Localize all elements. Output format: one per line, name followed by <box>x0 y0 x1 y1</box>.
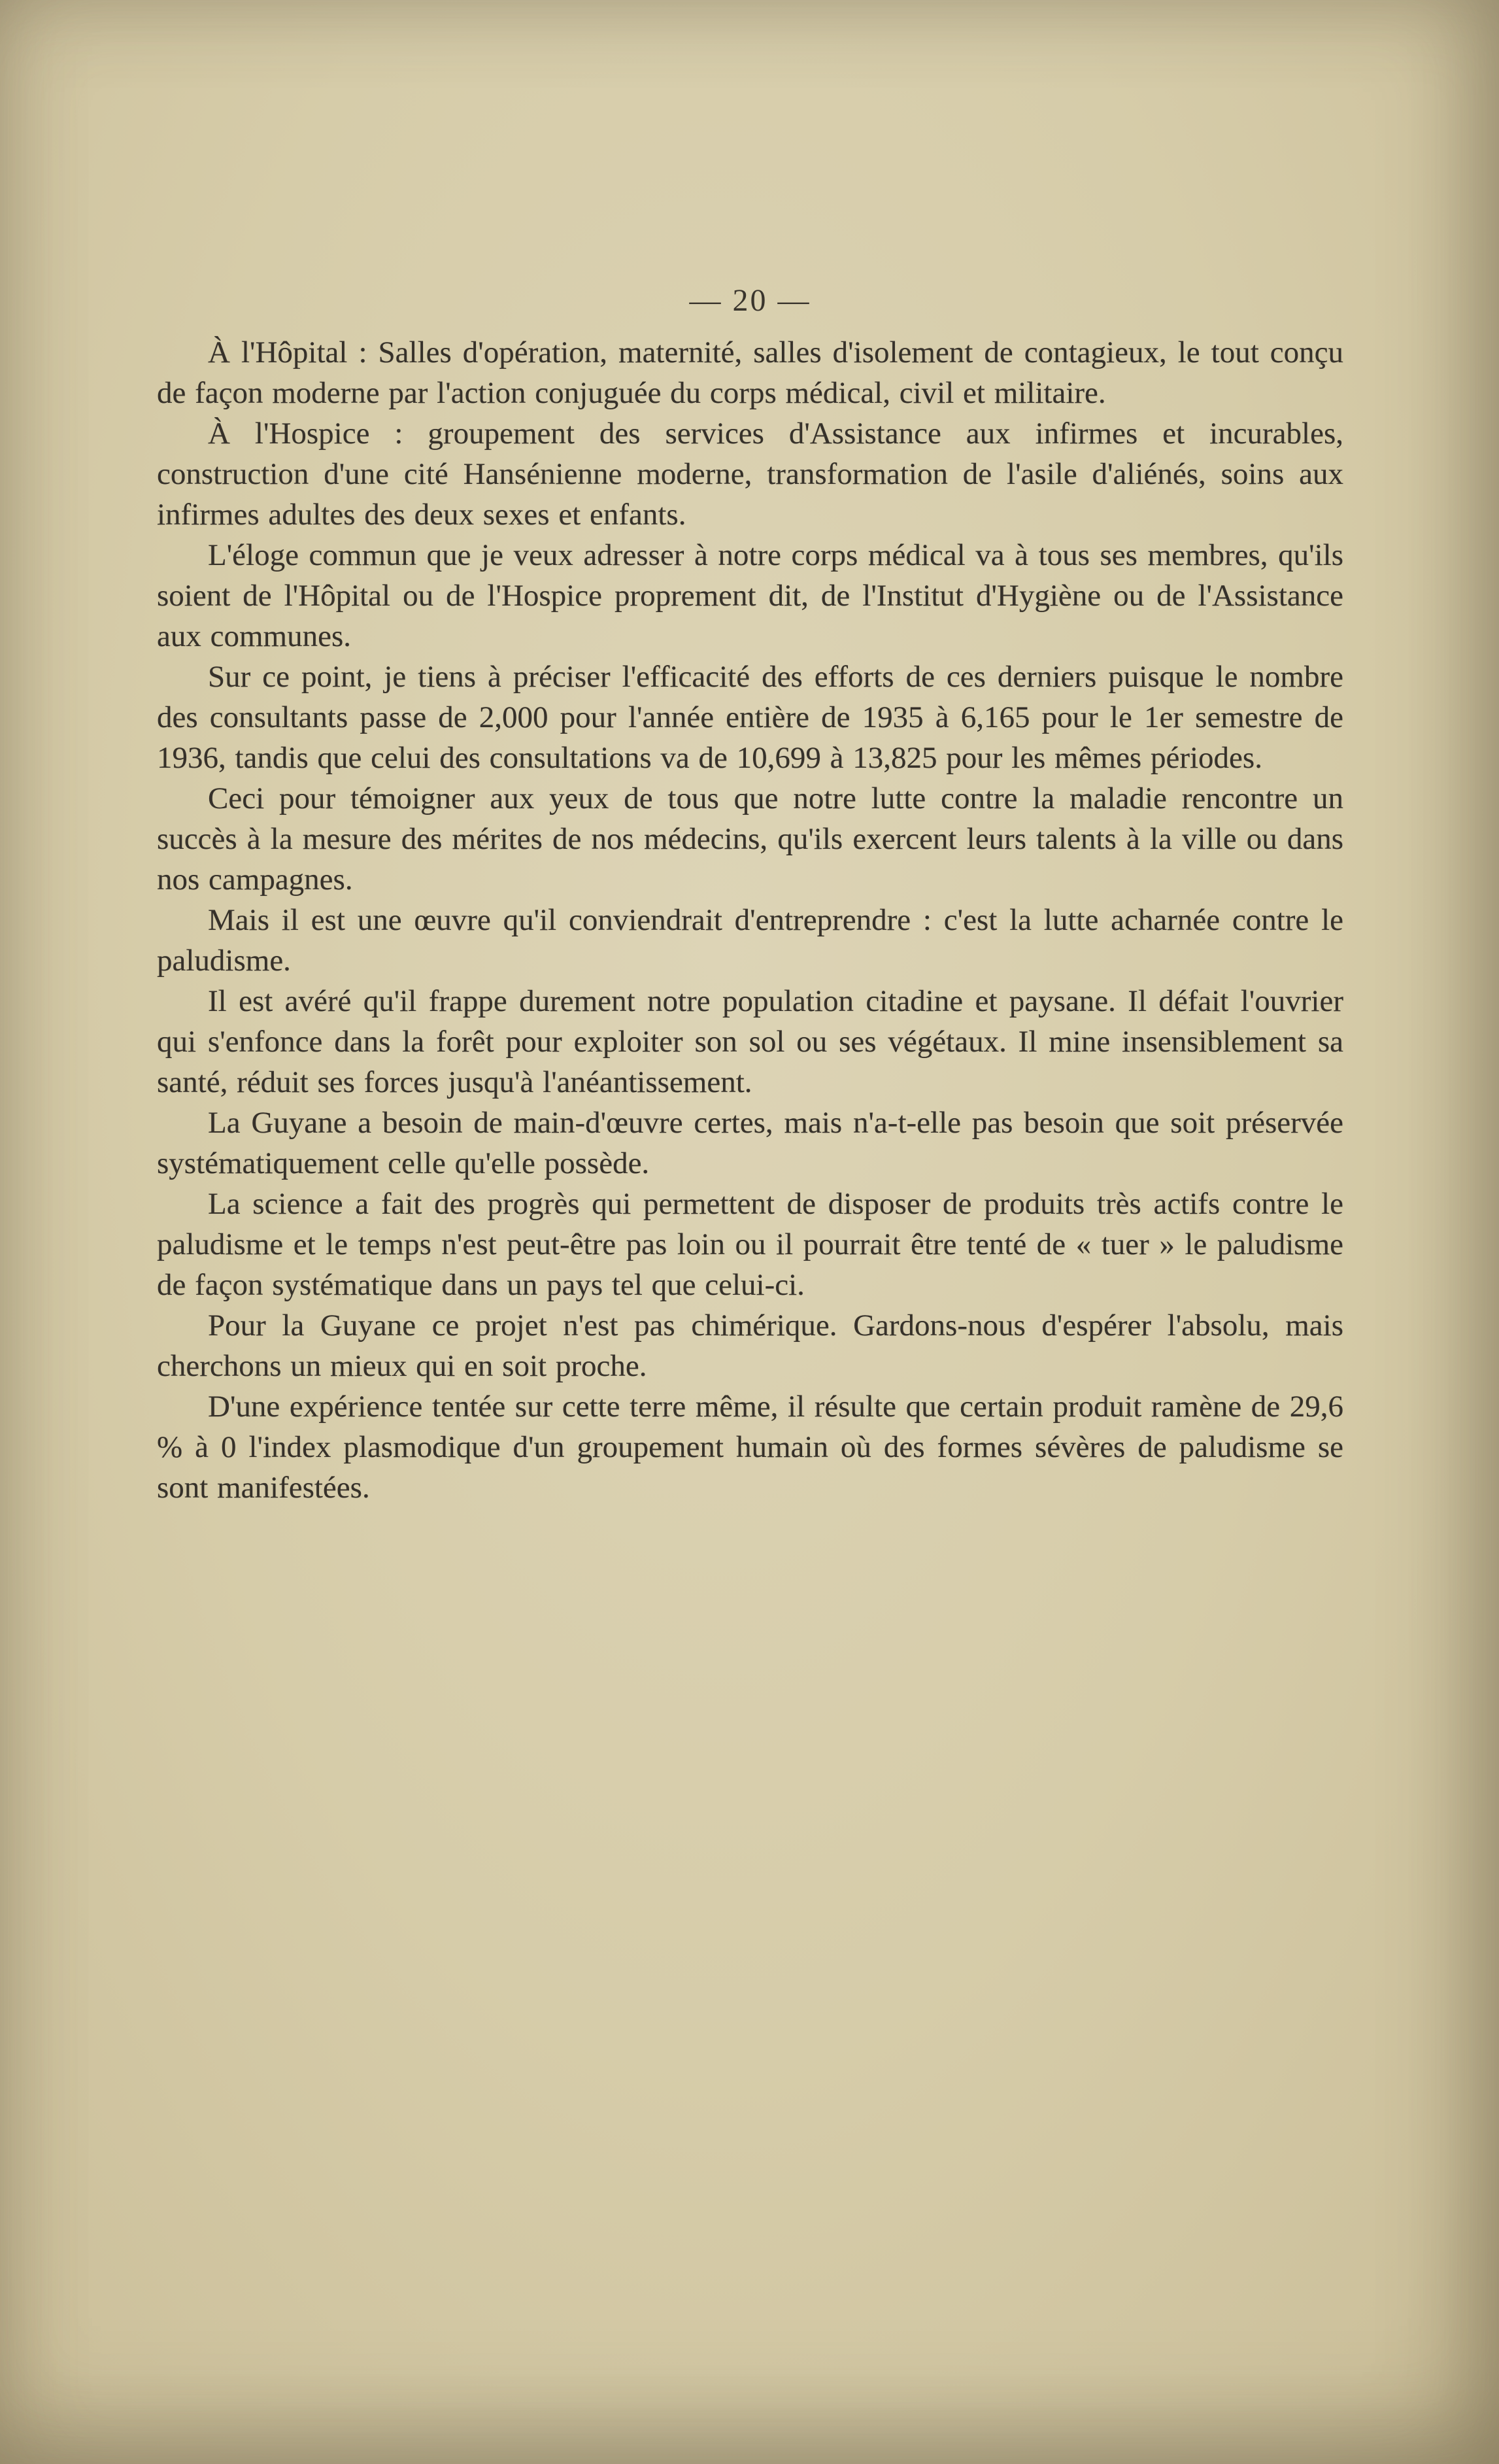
paragraph: La science a fait des progrès qui permettent de disposer de produits très actifs contre le paludisme et le temps n'est peut-être pas loin ou il pourrait être tenté de « tuer » le paludisme de façon systématique dans un pays tel que celui-ci. <box>157 1187 1343 1302</box>
paragraph: À l'Hôpital : Salles d'opération, maternité, salles d'isolement de contagieux, le tout conçu de façon moderne par l'action conjuguée du corps médical, civil et militaire. <box>157 335 1343 410</box>
paragraph: La Guyane a besoin de main-d'œuvre certes, mais n'a-t-elle pas besoin que soit préservée systématiquement celle qu'elle possède. <box>157 1106 1343 1180</box>
paragraph: D'une expérience tentée sur cette terre même, il résulte que certain produit ramène de 29,6 % à 0 l'index plasmodique d'un groupement humain où des formes sévères de paludisme se sont manifestées. <box>157 1390 1343 1505</box>
paragraph: Ceci pour témoigner aux yeux de tous que notre lutte contre la maladie rencontre un succès à la mesure des mérites de nos médecins, qu'ils exercent leurs talents à la ville ou dans nos campagnes. <box>157 781 1343 897</box>
page-number: — 20 — <box>689 283 811 318</box>
text-block <box>157 281 1343 1508</box>
paragraph: Mais il est une œuvre qu'il conviendrait d'entreprendre : c'est la lutte acharnée contre le paludisme. <box>157 903 1343 978</box>
paragraph: Il est avéré qu'il frappe durement notre population citadine et paysane. Il défait l'ouvrier qui s'enfonce dans la forêt pour exploiter son sol ou ses végétaux. Il mine insensiblement sa santé, réduit ses forces jusqu'à l'anéantissement. <box>157 984 1343 1099</box>
paragraph: À l'Hospice : groupement des services d'Assistance aux infirmes et incurables, construction d'une cité Hansénienne moderne, transformation de l'asile d'aliénés, soins aux infirmes adultes des deux sexes et enfants. <box>157 417 1343 532</box>
paragraph: Pour la Guyane ce projet n'est pas chimérique. Gardons-nous d'espérer l'absolu, mais cherchons un mieux qui en soit proche. <box>157 1309 1343 1383</box>
paragraph: Sur ce point, je tiens à préciser l'efficacité des efforts de ces derniers puisque le nombre des consultants passe de 2,000 pour l'année entière de 1935 à 6,165 pour le 1er semestre de 1936, tandis que celui des consultations va de 10,699 à 13,825 pour les mêmes périodes. <box>157 660 1343 775</box>
paragraph: L'éloge commun que je veux adresser à notre corps médical va à tous ses membres, qu'ils soient de l'Hôpital ou de l'Hospice proprement dit, de l'Institut d'Hygiène ou de l'Assistance aux communes. <box>157 538 1343 653</box>
